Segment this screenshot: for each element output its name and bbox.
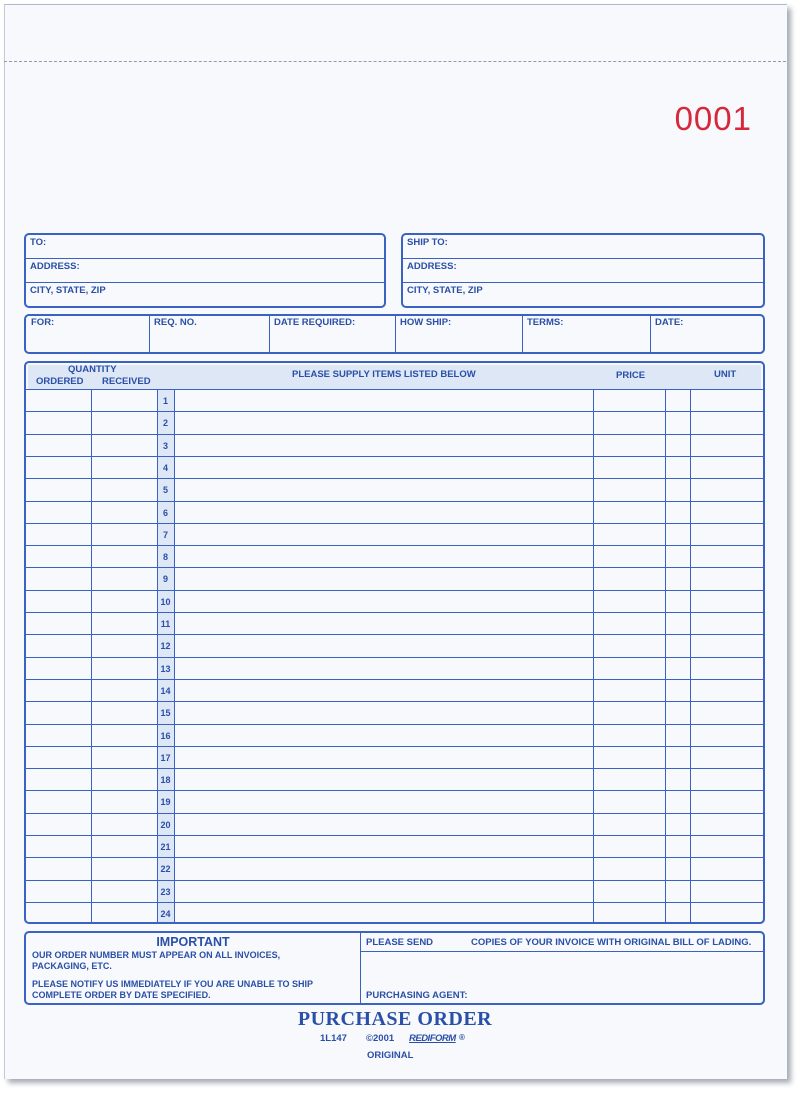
order-info-row xyxy=(24,314,765,354)
ship-address-label: ADDRESS: xyxy=(407,261,457,272)
divider xyxy=(360,951,763,952)
col-divider xyxy=(593,389,594,922)
line-number: 7 xyxy=(162,529,168,540)
line-number: 17 xyxy=(160,752,171,763)
row-divider xyxy=(26,501,763,502)
col-divider xyxy=(690,389,691,922)
row-divider xyxy=(26,724,763,725)
copies-text: COPIES OF YOUR INVOICE WITH ORIGINAL BILL OF LADING. xyxy=(471,937,752,948)
serial-number: 0001 xyxy=(674,100,752,137)
date-required-label: DATE REQUIRED: xyxy=(274,317,356,328)
divider xyxy=(360,933,361,1003)
copyright: ©2001 xyxy=(366,1033,395,1044)
received-header: RECEIVED xyxy=(102,376,151,387)
line-number: 16 xyxy=(160,730,171,741)
divider xyxy=(522,316,523,352)
line-number: 20 xyxy=(160,819,171,830)
ship-city-state-zip-label: CITY, STATE, ZIP xyxy=(407,285,483,296)
terms-label: TERMS: xyxy=(527,317,564,328)
line-number: 2 xyxy=(162,418,168,429)
vendor-address-box xyxy=(24,233,386,308)
divider xyxy=(403,282,763,283)
row-divider xyxy=(26,790,763,791)
row-divider xyxy=(26,567,763,568)
description-header: PLEASE SUPPLY ITEMS LISTED BELOW xyxy=(292,369,476,380)
line-number: 8 xyxy=(162,552,168,563)
line-number: 19 xyxy=(160,797,171,808)
please-send-label: PLEASE SEND xyxy=(366,937,434,948)
line-number: 21 xyxy=(160,842,171,852)
line-number: 22 xyxy=(160,864,171,875)
divider xyxy=(269,316,270,352)
row-divider xyxy=(26,612,763,613)
line-number: 3 xyxy=(162,440,168,451)
col-divider xyxy=(665,389,666,922)
line-number: 9 xyxy=(162,574,168,585)
line-number: 13 xyxy=(160,663,171,674)
divider xyxy=(26,258,384,259)
divider xyxy=(26,282,384,283)
perforation-line xyxy=(4,61,786,62)
form-code: 1L147 xyxy=(320,1033,347,1044)
col-divider xyxy=(91,389,92,922)
purchasing-agent-label: PURCHASING AGENT: xyxy=(366,990,468,1001)
row-divider xyxy=(26,434,763,435)
row-divider xyxy=(26,679,763,680)
price-header: PRICE xyxy=(616,370,646,381)
to-label: TO: xyxy=(30,237,47,248)
row-divider xyxy=(26,835,763,836)
line-number: 5 xyxy=(162,485,168,496)
row-divider xyxy=(26,411,763,412)
address-label: ADDRESS: xyxy=(30,261,80,272)
line-number: 1 xyxy=(162,396,168,406)
header-divider xyxy=(26,389,763,390)
row-divider xyxy=(26,902,763,903)
line-number: 15 xyxy=(160,708,171,719)
line-number: 4 xyxy=(162,462,168,473)
city-state-zip-label: CITY, STATE, ZIP xyxy=(30,285,106,296)
notice-line: OUR ORDER NUMBER MUST APPEAR ON ALL INVOICES, xyxy=(32,950,281,960)
row-divider xyxy=(26,545,763,546)
line-number: 18 xyxy=(160,775,171,786)
ship-to-box xyxy=(401,233,765,308)
line-number: 12 xyxy=(160,641,171,652)
row-divider xyxy=(26,657,763,658)
notice-line: PLEASE NOTIFY US IMMEDIATELY IF YOU ARE UNABLE TO SHIP xyxy=(32,979,314,989)
line-number: 11 xyxy=(160,619,171,629)
items-table xyxy=(24,361,765,924)
row-divider xyxy=(26,590,763,591)
divider xyxy=(395,316,396,352)
ordered-header: ORDERED xyxy=(36,376,84,387)
req-no-label: REQ. NO. xyxy=(154,317,197,328)
registered-mark: ® xyxy=(459,1033,465,1042)
line-number: 14 xyxy=(160,685,171,696)
divider xyxy=(650,316,651,352)
how-ship-label: HOW SHIP: xyxy=(400,317,452,328)
row-divider xyxy=(26,478,763,479)
line-number: 24 xyxy=(160,908,171,919)
row-divider xyxy=(26,857,763,858)
divider xyxy=(149,316,150,352)
row-divider xyxy=(26,746,763,747)
row-divider xyxy=(26,701,763,702)
date-label: DATE: xyxy=(655,317,684,328)
row-divider xyxy=(26,768,763,769)
important-heading: IMPORTANT xyxy=(156,935,230,949)
row-divider xyxy=(26,523,763,524)
quantity-header: QUANTITY xyxy=(68,364,117,375)
col-divider xyxy=(174,389,175,922)
ship-to-label: SHIP TO: xyxy=(407,237,448,248)
unit-header: UNIT xyxy=(714,369,737,380)
row-divider xyxy=(26,456,763,457)
notice-line: PACKAGING, ETC. xyxy=(32,961,112,971)
form-title: PURCHASE ORDER xyxy=(297,1008,493,1030)
line-number: 10 xyxy=(160,596,171,607)
row-divider xyxy=(26,634,763,635)
row-divider xyxy=(26,813,763,814)
line-number: 23 xyxy=(160,886,171,897)
copy-type: ORIGINAL xyxy=(367,1050,414,1061)
row-divider xyxy=(26,880,763,881)
line-number: 6 xyxy=(162,507,168,518)
brand-logo: REDIFORM xyxy=(409,1033,456,1044)
divider xyxy=(403,258,763,259)
for-label: FOR: xyxy=(31,317,55,328)
important-notice-box xyxy=(24,931,765,1005)
notice-line: COMPLETE ORDER BY DATE SPECIFIED. xyxy=(32,990,211,1000)
